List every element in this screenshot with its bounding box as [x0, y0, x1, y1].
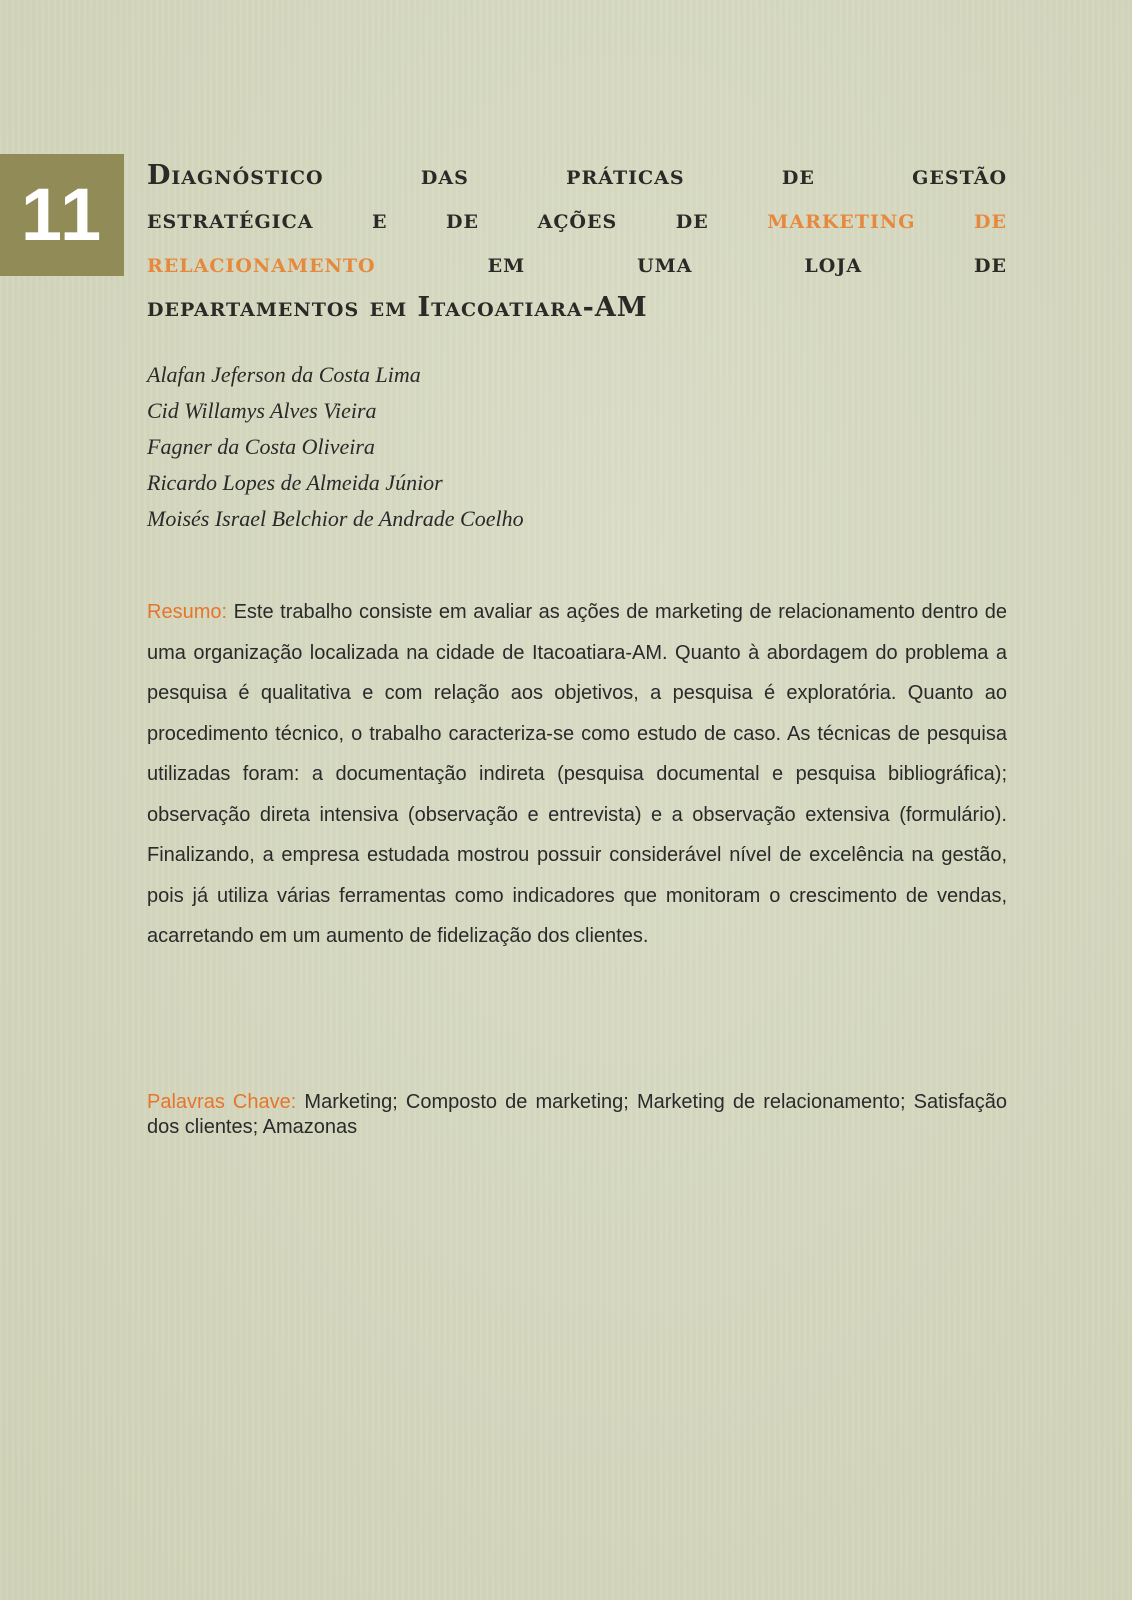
- keywords-text: Marketing; Composto de marketing; Marketing de relacionamento; Satisfação dos clientes; Amazonas: [147, 1091, 1007, 1138]
- title-line-3-text: em uma loja de: [375, 248, 1007, 279]
- title-line-3-accent: relacionamento: [147, 248, 376, 279]
- keywords-label: Palavras Chave:: [147, 1091, 297, 1113]
- author-name: Moisés Israel Belchior de Andrade Coelho: [147, 506, 524, 531]
- author-name: Fagner da Costa Oliveira: [147, 434, 375, 459]
- title-line-4: [147, 286, 1007, 330]
- title-line-4-text: departamentos em Itacoatiara-AM: [147, 292, 648, 323]
- keywords-paragraph: [147, 1090, 1007, 1140]
- article-title: [147, 154, 1007, 330]
- abstract-paragraph: [147, 592, 1007, 957]
- title-line-1-text: Diagnóstico das práticas de gestão: [147, 160, 1007, 191]
- chapter-number-badge: 11: [0, 154, 124, 276]
- title-line-2-accent: marketing de: [767, 204, 1008, 235]
- author-list: [147, 357, 524, 537]
- abstract-label: Resumo:: [147, 601, 228, 623]
- title-line-2: [147, 198, 1007, 242]
- title-line-3: [147, 242, 1007, 286]
- title-line-1: [147, 154, 1007, 198]
- author-name: Ricardo Lopes de Almeida Júnior: [147, 470, 443, 495]
- author-name: Alafan Jeferson da Costa Lima: [147, 362, 421, 387]
- abstract-text: Este trabalho consiste em avaliar as ações de marketing de relacionamento dentro de uma organização localizada na cidade de Itacoatiara-AM. Quanto à abordagem do problema a pesquisa é qualitativa e com relação aos objetivos, a pesquisa é exploratória. Quanto ao procedimento técnico, o trabalho caracteriza-se como estudo de caso. As técnicas de pesquisa utilizadas foram: a documentação indireta (pesquisa documental e pesquisa bibliográfica); observação direta intensiva (observação e entrevista) e a observação extensiva (formulário). Finalizando, a empresa estudada mostrou possuir considerável nível de excelência na gestão, pois já utiliza várias ferramentas como indicadores que monitoram o crescimento de vendas, acarretando em um aumento de fidelização dos clientes.: [147, 601, 1007, 947]
- title-line-2-text: estratégica e de ações de: [147, 204, 768, 235]
- author-name: Cid Willamys Alves Vieira: [147, 398, 377, 423]
